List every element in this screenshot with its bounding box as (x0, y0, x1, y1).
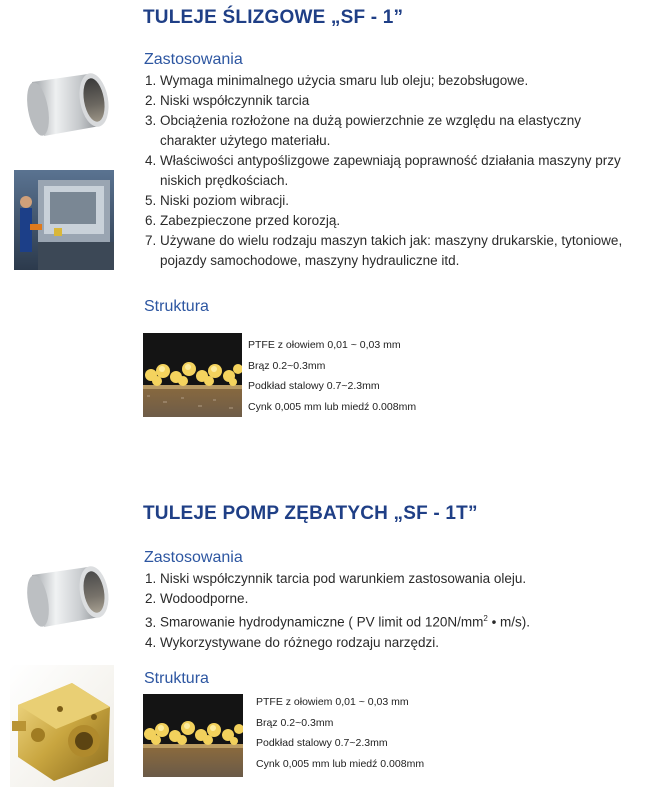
list-item: 4. Wykorzystywane do różnego rodzaju narzędzi. (145, 634, 440, 650)
section1-structure-heading: Struktura (144, 298, 209, 315)
list-item: 2. Niski współczynnik tarcia (145, 93, 310, 108)
structure-layer-label: Podkład stalowy 0.7~2.3mm (248, 380, 380, 392)
structure-layer-label: PTFE z ołowiem 0,01 ~ 0,03 mm (248, 339, 401, 351)
bushing-photo (14, 60, 114, 148)
list-item: 5. Niski poziom wibracji. (145, 193, 290, 208)
section1-structure-labels (248, 335, 416, 417)
list-item: 1. Niski współczynnik tarcia pod warunkiem zastosowania oleju. (145, 571, 527, 586)
section2-applications-heading: Zastosowania (144, 549, 243, 566)
structure-layer-label: Podkład stalowy 0.7~2.3mm (256, 737, 388, 749)
material-structure-photo (143, 694, 243, 777)
section1-applications-list (145, 71, 655, 271)
list-item: 3. Smarowanie hydrodynamiczne ( PV limit od $120N/mm^2$ • m/s). (145, 614, 531, 630)
printing-machine-photo (14, 170, 114, 270)
list-item: 7. Używane do wielu rodzaju maszyn takich jak: maszyny drukarskie, tytoniowe, pojazdy samochodowe, maszyny hydrauliczne itd. (145, 233, 623, 268)
list-item: 1. Wymaga minimalnego użycia smaru lub oleju; bezobsługowe. (145, 73, 529, 88)
list-item: 6. Zabezpieczone przed korozją. (145, 213, 341, 228)
section2-structure-heading: Struktura (144, 670, 209, 687)
list-item: 2. Wodoodporne. (145, 591, 249, 606)
section1-applications-heading: Zastosowania (144, 51, 243, 68)
structure-layer-label: Cynk 0,005 mm lub miedź 0.008mm (248, 400, 417, 413)
section2-applications-list (145, 569, 655, 653)
section1-title: TULEJE ŚLIZGOWE „SF - 1” (143, 7, 404, 28)
structure-layer-label: PTFE z ołowiem 0,01 ~ 0,03 mm (256, 696, 409, 708)
section2-title: TULEJE POMP ZĘBATYCH „SF - 1T” (143, 503, 478, 524)
gear-pump-photo (10, 665, 114, 787)
structure-layer-label: Brąz 0.2~0.3mm (256, 716, 334, 729)
bushing-photo (14, 553, 114, 639)
structure-layer-label: Cynk 0,005 mm lub miedź 0.008mm (256, 757, 425, 770)
list-item: 3. Obciążenia rozłożone na dużą powierzchnie ze względu na elastyczny charakter użytego materiału. (145, 113, 581, 148)
section2-structure-labels (256, 692, 424, 774)
material-structure-photo (143, 333, 242, 417)
list-item: 4. Właściwości antypoślizgowe zapewniają poprawność działania maszyny przy niskich prędkościach. (145, 153, 621, 188)
structure-layer-label: Brąz 0.2~0.3mm (248, 359, 326, 372)
